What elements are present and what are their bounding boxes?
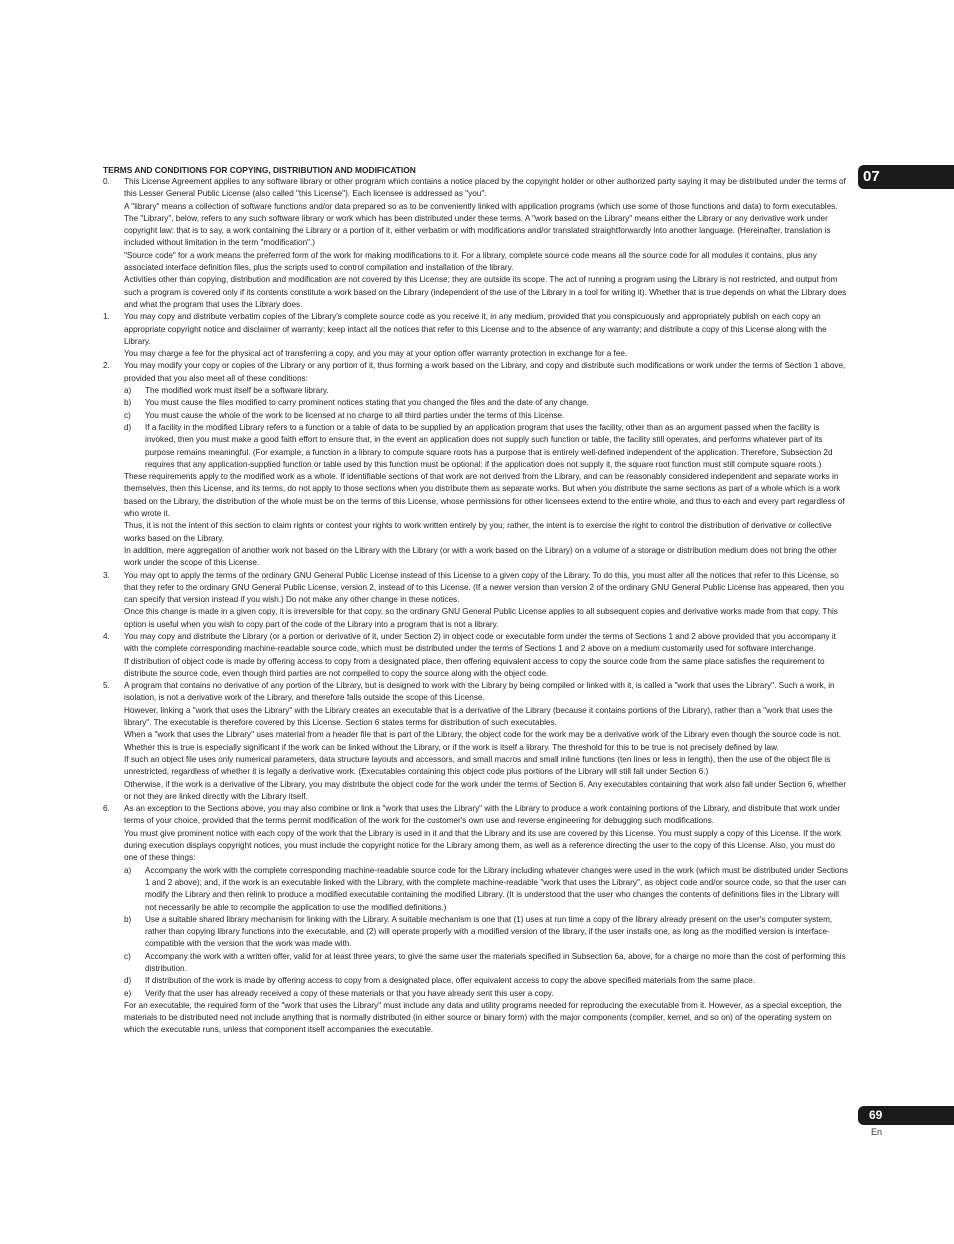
section-paragraph: As an exception to the Sections above, you may also combine or link a "work that uses the Library" with the Library to produce a work containing portions of the Library, and distribute that work under terms of your choice, provided that the terms permit modification of the work for the customer's own use and reverse engineering for debugging such modifications. [124, 804, 841, 826]
section-paragraph: In addition, mere aggregation of another work not based on the Library with the Library (or with a work based on the Library) on a volume of a storage or distribution medium does not bring the other work under the scope of this License. [124, 545, 837, 568]
section-paragraph: For an executable, the required form of the "work that uses the Library" must include any data and utility programs needed for reproducing the executable from it. However, as a special exception, the materials to be distributed need not include anything that is normally distributed (in either source or binary form) with the major components (compiler, kernel, and so on) of the operating system on which the executable runs, unless that component itself accompanies the executable. [124, 1000, 842, 1035]
subsection-item [124, 975, 849, 987]
section-paragraph: Once this change is made in a given copy, it is irreversible for that copy, so the ordinary GNU General Public License applies to all subsequent copies and derivative works made from that copy. This option is useful when you wish to copy part of the code of the Library into a program that is not a library. [124, 607, 838, 629]
subsection-item [124, 865, 849, 914]
subsection-letter: b) [124, 914, 132, 924]
chapter-tab [858, 165, 954, 189]
section-paragraph: These requirements apply to the modified work as a whole. If identifiable sections of that work are not derived from the Library, and can be reasonably considered independent and separate works in themselves, then this License, and its terms, do not apply to those sections when you distribute them as separate works. But when you distribute the same sections as part of a whole which is a work based on the Library, the distribution of the whole must be on the terms of this License, whose permissions for other licensees extend to the entire whole, and thus to each and every part regardless of who wrote it. [124, 472, 845, 519]
section-number: 4. [103, 631, 110, 641]
section-paragraph: This License Agreement applies to any software library or other program which contains a notice placed by the copyright holder or other authorized party saying it may be distributed under the terms of this Lesser General Public License (also called "this License"). Each licensee is addressed as "you". [124, 177, 846, 199]
subsection-item [124, 914, 849, 951]
subsection-letter: a) [124, 865, 132, 875]
subsection-text: If a facility in the modified Library refers to a function or a table of data to be supplied by an application program that uses the facility, other than as an argument passed when the facility is invoked, then you must make a good faith effort to ensure that, in the event an application does not supply such function or table, the facility still operates, and performs whatever part of its purpose remains meaningful. (For example, a function in a library to compute square roots has a purpose that is entirely well-defined independent of the application. Therefore, Subsection 2d requires that any application-supplied function or table used by this function must be optional: if the application does not supply it, the square root function must still compute square roots.) [145, 422, 833, 469]
subsection-letter: d) [124, 976, 132, 986]
section-item [103, 176, 849, 311]
language-label: En [871, 1127, 883, 1137]
chapter-number: 07 [863, 168, 880, 185]
section-paragraph: Thus, it is not the intent of this section to claim rights or contest your rights to work written entirely by you; rather, the intent is to exercise the right to control the distribution of derivative or collective works based on the Library. [124, 521, 832, 543]
section-paragraph: "Source code" for a work means the preferred form of the work for making modifications to it. For a library, complete source code means all the source code for all modules it contains, plus any associated interface definition files, plus the scripts used to control compilation and installation of the library. [124, 250, 817, 273]
section-item [103, 311, 849, 360]
section-number: 0. [103, 177, 110, 186]
subsection-text: Accompany the work with the complete corresponding machine-readable source code for the Library including whatever changes were used in the work (which must be distributed under Sections 1 and 2 above); and, if the work is an executable linked with the Library, with the complete machine-readable "work that uses the Library", as object code and/or source code, so that the user can modify the Library and then relink to produce a modified executable containing the modified Library. (It is understood that the user who changes the contents of definitions files in the Library will not necessarily be able to recompile the application to use the modified definitions.) [145, 865, 849, 912]
subsection-letter: c) [124, 951, 131, 961]
subsection-text: If distribution of the work is made by offering access to copy from a designated place, offer equivalent access to copy the above specified materials from the same place. [145, 976, 755, 986]
license-text [103, 164, 849, 1037]
section-number: 5. [103, 681, 110, 691]
subsection-letter: b) [124, 398, 132, 408]
section-paragraph: You may copy and distribute verbatim copies of the Library's complete source code as you receive it, in any medium, provided that you conspicuously and appropriately publish on each copy an appropriate copyright notice and disclaimer of warranty; keep intact all the notices that refer to this License and to the absence of any warranty; and distribute a copy of this License along with the Library. [124, 312, 827, 346]
section-item [103, 680, 849, 803]
subsection-item [124, 988, 849, 1000]
section-paragraph: You may opt to apply the terms of the ordinary GNU General Public License instead of this License to a given copy of the Library. To do this, you must alter all the notices that refer to this License, so that they refer to the ordinary GNU General Public License, version 2, instead of to this License. (If a newer version than version 2 of the ordinary GNU General Public License has appeared, then you can specify that version instead if you wish.) Do not make any other change in these notices. [124, 570, 844, 605]
section-number: 1. [103, 312, 110, 322]
subsection-text: You must cause the whole of the work to be licensed at no charge to all third parties under the terms of this License. [145, 410, 565, 420]
section-paragraph: However, linking a "work that uses the Library" with the Library creates an executable that is a derivative of the Library (because it contains portions of the Library), rather than a "work that uses the library". The executable is therefore covered by this License. Section 6 states terms for distribution of such executables. [124, 705, 833, 728]
section-paragraph: You may copy and distribute the Library (or a portion or derivative of it, under Section 2) in object code or executable form under the terms of Sections 1 and 2 above provided that you accompany it with the complete corresponding machine-readable source code, which must be distributed under the terms of Sections 1 and 2 above on a medium customarily used for software interchange. [124, 631, 836, 654]
page-number-box [858, 1106, 954, 1125]
page-number: 69 [869, 1108, 883, 1122]
section-paragraph: You may modify your copy or copies of the Library or any portion of it, thus forming a work based on the Library, and copy and distribute such modifications or work under the terms of Section 1 above, provided that you also meet all of these conditions: [124, 361, 846, 383]
subsection-item [124, 422, 849, 471]
section-paragraph: The "Library", below, refers to any such software library or work which has been distributed under these terms. A "work based on the Library" means either the Library or any derivative work under copyright law: that is to say, a work containing the Library or a portion of it, either verbatim or with modifications and/or translated straightforwardly into another language. (Hereinafter, translation is included without limitation in the term "modification".) [124, 213, 831, 248]
section-item [103, 631, 849, 680]
subsection-item [124, 397, 849, 409]
section-paragraph: Activities other than copying, distribution and modification are not covered by this License; they are outside its scope. The act of running a program using the Library is not restricted, and output from such a program is covered only if its contents constitute a work based on the Library (independent of the use of the Library in a tool for writing it). Whether that is true depends on what the Library does and what the program that uses the Library does. [124, 275, 847, 309]
section-paragraph: You must give prominent notice with each copy of the work that the Library is used in it and that the Library and its use are covered by this License. You must supply a copy of this License. If the work during execution displays copyright notices, you must include the copyright notice for the Library among them, as well as a reference directing the user to the copy of this License. Also, you must do one of these things: [124, 828, 841, 863]
section-heading: TERMS AND CONDITIONS FOR COPYING, DISTRIBUTION AND MODIFICATION [103, 165, 416, 175]
subsection-letter: d) [124, 422, 132, 432]
subsection-text: The modified work must itself be a software library. [145, 386, 329, 396]
subsection-item [124, 951, 849, 976]
section-number: 3. [103, 570, 110, 580]
subsection-text: Accompany the work with a written offer, valid for at least three years, to give the same user the materials specified in Subsection 6a, above, for a charge no more than the cost of performing this distribution. [145, 951, 846, 973]
section-number: 2. [103, 361, 110, 371]
subsection-text: Use a suitable shared library mechanism for linking with the Library. A suitable mechanism is one that (1) uses at run time a copy of the library already present on the user's computer system, rather than copying library functions into the executable, and (2) will operate properly with a modified version of the library, if the user installs one, as long as the modified version is interface-compatible with the version that the work was made with. [145, 914, 833, 949]
subsection-item [124, 385, 849, 397]
subsection-letter: c) [124, 410, 131, 420]
subsection-text: Verify that the user has already received a copy of these materials or that you have already sent this user a copy. [145, 988, 554, 998]
section-paragraph: A program that contains no derivative of any portion of the Library, but is designed to work with the Library by being compiled or linked with it, is called a "work that uses the Library". Such a work, in isolation, is not a derivative work of the Library, and therefore falls outside the scope of this License. [124, 681, 835, 703]
sections-list [103, 176, 849, 1037]
subsection-letter: e) [124, 988, 132, 998]
section-item [103, 570, 849, 631]
section-paragraph: You may charge a fee for the physical act of transferring a copy, and you may at your option offer warranty protection in exchange for a fee. [124, 349, 628, 359]
section-paragraph: If such an object file uses only numerical parameters, data structure layouts and accessors, and small macros and small inline functions (ten lines or less in length), then the use of the object file is unrestricted, regardless of whether it is legally a derivative work. (Executables containing this object code plus portions of the Library will still fall under Section 6.) [124, 754, 831, 777]
subsection-item [124, 410, 849, 422]
subsection-letter: a) [124, 386, 132, 396]
subsection-text: You must cause the files modified to carry prominent notices stating that you changed the files and the date of any change. [145, 398, 589, 408]
section-item [103, 803, 849, 1037]
section-paragraph: When a "work that uses the Library" uses material from a header file that is part of the Library, the object code for the work may be a derivative work of the Library even though the source code is not. Whether this is true is especially significant if the work can be linked without the Library, or if the work is itself a library. The threshold for this to be true is not precisely defined by law. [124, 730, 841, 752]
section-number: 6. [103, 804, 110, 814]
section-paragraph: Otherwise, if the work is a derivative of the Library, you may distribute the object code for the work under the terms of Section 6. Any executables containing that work also fall under Section 6, whether or not they are linked directly with the Library itself. [124, 779, 847, 801]
section-paragraph: A "library" means a collection of software functions and/or data prepared so as to be conveniently linked with application programs (which use some of those functions and data) to form executables. [124, 201, 838, 211]
section-paragraph: If distribution of object code is made by offering access to copy from a designated place, then offering equivalent access to copy the source code from the same place satisfies the requirement to distribute the source code, even though third parties are not compelled to copy the source along with the object code. [124, 656, 825, 678]
section-item [103, 360, 849, 569]
